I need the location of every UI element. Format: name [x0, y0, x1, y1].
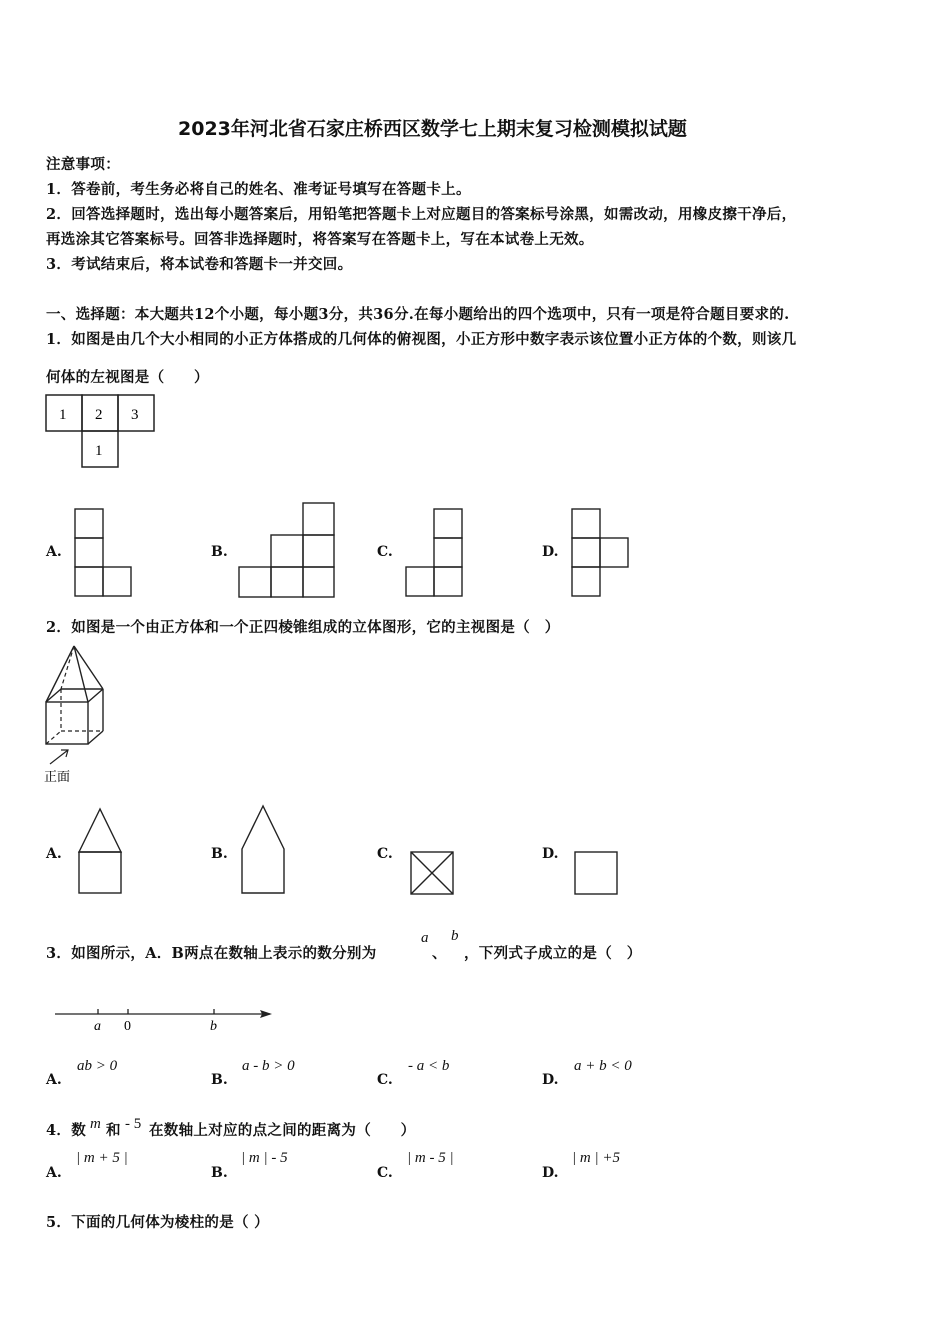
q3-option-b-label: B. — [211, 1072, 228, 1088]
q1-option-a-figure — [74, 508, 134, 600]
q2-text: 2．如图是一个由正方体和一个正四棱锥组成的立体图形，它的主视图是（ ） — [46, 619, 560, 636]
q4-option-d-expr: | m | +5 — [572, 1150, 620, 1166]
q1-option-b-figure — [238, 502, 336, 600]
q3-separator: 、 — [432, 945, 447, 962]
q3-option-c-label: C. — [377, 1072, 393, 1088]
q2-option-a-label: A. — [46, 846, 62, 862]
q3-var-a: a — [421, 930, 429, 946]
q4-text-post: 在数轴上对应的点之间的距离为（ ） — [149, 1122, 416, 1139]
q3-option-b-expr: a - b > 0 — [242, 1058, 295, 1074]
q1-text-line2: 何体的左视图是（ ） — [46, 369, 209, 386]
q3-text-post: ，下列式子成立的是（ ） — [464, 945, 642, 962]
q3-option-a-expr: ab > 0 — [77, 1058, 118, 1074]
q3-number-line — [54, 1004, 276, 1038]
q2-option-a-figure — [78, 808, 124, 896]
q4-option-b-label: B. — [211, 1165, 228, 1181]
q1-option-d-figure — [571, 508, 631, 600]
q3-option-a-label: A. — [46, 1072, 62, 1088]
q3-option-d-expr: a + b < 0 — [574, 1058, 632, 1074]
grid-cell-number: 3 — [131, 407, 139, 423]
q3-option-d-label: D. — [542, 1072, 559, 1088]
q2-option-d-label: D. — [542, 846, 559, 862]
q4-text-mid: 和 — [106, 1122, 121, 1139]
q4-text-pre: 4．数 — [46, 1122, 86, 1139]
section-heading: 一、选择题：本大题共12个小题，每小题3分，共36分.在每小题给出的四个选项中，只有一项是符合题目要求的. — [46, 306, 790, 323]
page-title: 2023年河北省石家庄桥西区数学七上期末复习检测模拟试题 — [178, 118, 687, 140]
q2-option-c-label: C. — [377, 846, 393, 862]
q2-option-c-figure — [410, 851, 456, 897]
q3-text-pre: 3．如图所示，A．B两点在数轴上表示的数分别为 — [46, 945, 377, 962]
q4-option-a-expr: | m + 5 | — [76, 1150, 128, 1166]
q2-solid-figure — [44, 644, 114, 786]
q4-option-c-expr: | m - 5 | — [407, 1150, 454, 1166]
q4-option-c-label: C. — [377, 1165, 393, 1181]
q1-text-line1: 1．如图是由几个大小相同的小正方体搭成的几何体的俯视图，小正方形中数字表示该位置小正方体的个数，则该几 — [46, 331, 797, 348]
grid-cell-number: 2 — [95, 407, 103, 423]
q1-option-d-label: D. — [542, 544, 559, 560]
q3-var-b: b — [451, 928, 459, 944]
q2-option-b-figure — [241, 805, 287, 896]
q4-option-b-expr: | m | - 5 — [241, 1150, 288, 1166]
q1-option-a-label: A. — [46, 544, 62, 560]
notice-item-3: 3．考试结束后，将本试卷和答题卡一并交回。 — [46, 256, 353, 273]
q1-top-view-grid — [45, 394, 157, 470]
q3-option-c-expr: - a < b — [408, 1058, 450, 1074]
q5-text: 5．下面的几何体为棱柱的是（ ） — [46, 1214, 269, 1231]
front-label: 正面 — [44, 769, 71, 784]
q2-option-d-figure — [574, 851, 620, 897]
q2-option-b-label: B. — [211, 846, 228, 862]
q4-option-d-label: D. — [542, 1165, 559, 1181]
q4-option-a-label: A. — [46, 1165, 62, 1181]
grid-cell-number: 1 — [59, 407, 67, 423]
q1-option-b-label: B. — [211, 544, 228, 560]
grid-cell-number: 1 — [95, 443, 103, 459]
axis-label-0: 0 — [124, 1019, 131, 1034]
q4-neg5: - 5 — [125, 1116, 142, 1132]
notice-item-1: 1．答卷前，考生务必将自己的姓名、准考证号填写在答题卡上。 — [46, 181, 471, 198]
axis-label-b: b — [210, 1019, 217, 1034]
notice-item-2-cont: 再选涂其它答案标号。回答非选择题时，将答案写在答题卡上，写在本试卷上无效。 — [46, 231, 594, 248]
q1-option-c-figure — [405, 508, 465, 600]
q4-var-m: m — [90, 1116, 101, 1132]
axis-label-a: a — [94, 1019, 101, 1034]
q1-option-c-label: C. — [377, 544, 393, 560]
notice-item-2: 2．回答选择题时，选出每小题答案后，用铅笔把答题卡上对应题目的答案标号涂黑，如需改动，用橡皮擦干净后， — [46, 206, 797, 223]
notice-heading: 注意事项： — [46, 156, 120, 173]
